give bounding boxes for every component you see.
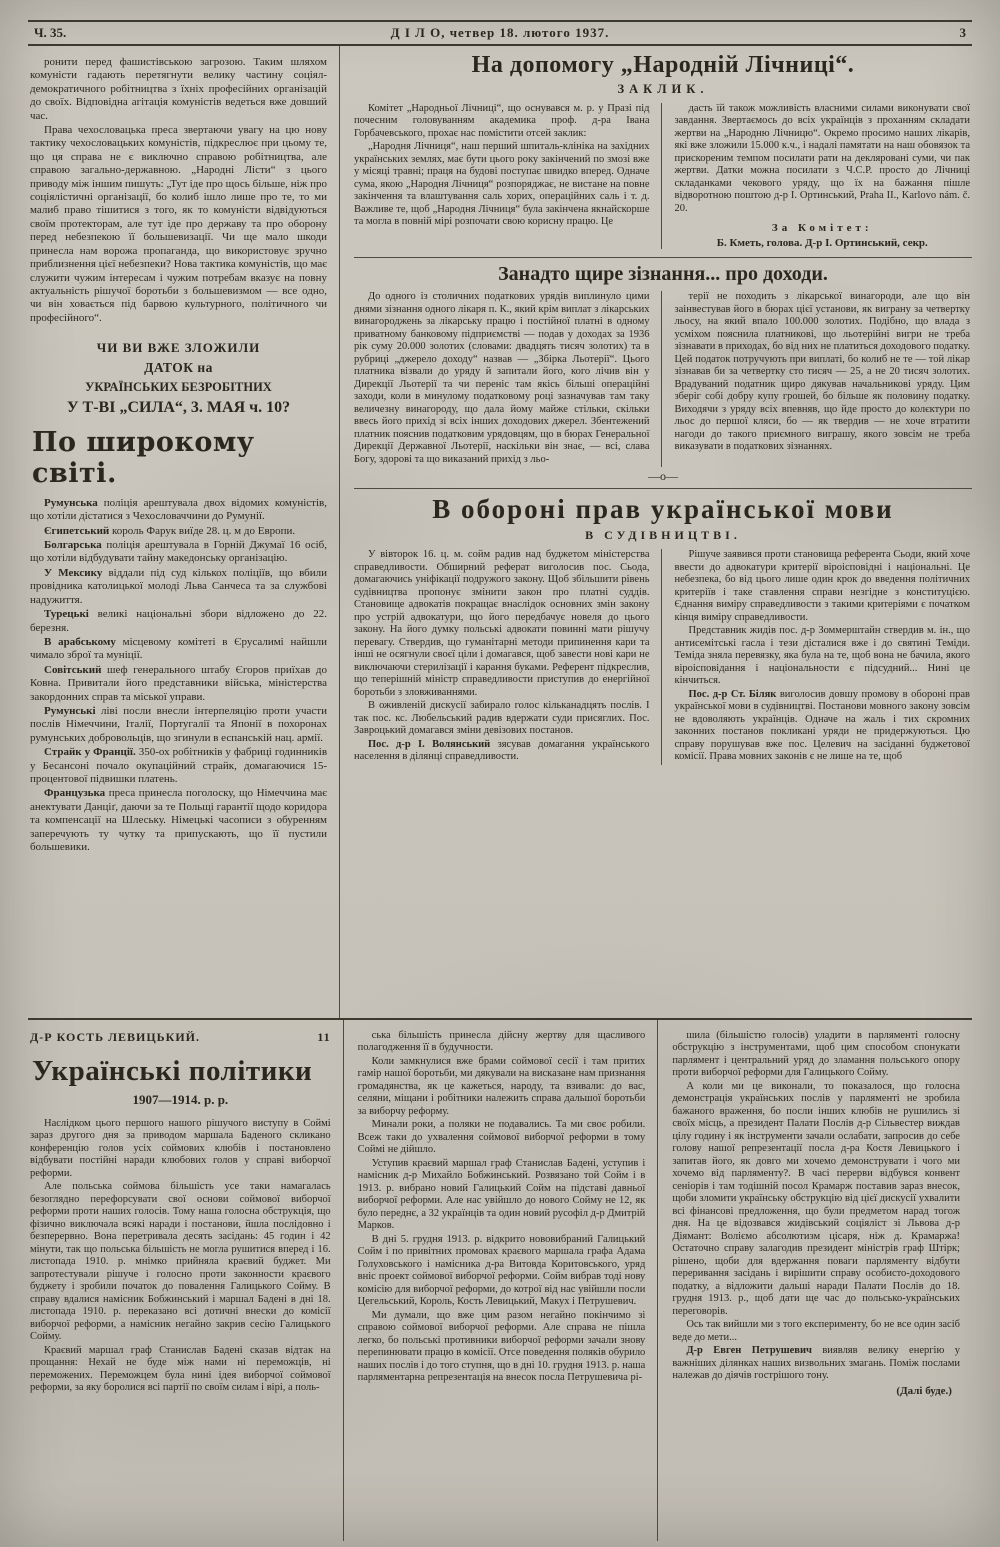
paragraph-text: терії не походить з лікарської винагороди, але що він заінвестував його в бюрах цієї установи, як виграну за четвертку льосу, на який впало 100.000 золотих. Подібно, що влада з усміхом пояснила платникові, що льотерійні вигри не треба зізнавати в приходах, бо від них не платиться доходового податку. Цей податок потручують при виплаті, бо колиб не те — той лікар зізнавав би за четвертку сто тисяч — 25, а не 20 тисяч золотих. Врадуваний податник щиро дякував начальникові уряду. Цим зберіг собі добру купу грошей, бо більше як половину податку. Виходячи з уряду всіх впевняв, що йде просто до колєктури по льос до першої кляси, бо — як твердив — не хоче втратити нагоди до такого приємного виграшу, якого зовсім не треба виказувати в податкових зізнаннях. (674, 291, 970, 453)
article-column (661, 549, 973, 764)
middle-columns (340, 46, 972, 1018)
language-rights-article (354, 488, 972, 764)
news-item-text: великі національні збори відложено до 22. березня. (30, 608, 327, 634)
paragraph (675, 103, 971, 215)
left-column (28, 46, 340, 1018)
paragraph-text: зясував домагання українського населення в ділянці справедливости. (354, 738, 650, 763)
appeal-article (354, 52, 972, 249)
paragraph-text: Комітет „Народньої Лічниці“, що оснувався м. р. у Празі під почесним головуванням академика проф. д-ра Івана Горбачевського, прохає нас помістити отсей заклик: (354, 103, 650, 139)
paragraph (358, 1030, 646, 1055)
paragraph-text: Минали роки, а поляки не подавались. Та ми своє робили. Всеж таки до ухвалення соймової виборчої реформи в тому Соймі не дійшло. (357, 1119, 646, 1156)
paragraph-text: Права чехословацька преса звертаючи увагу на цю нову тактику чехословацьких комуністів, підкреслює при цьому те, що ця справа не є виключно справою робітництва, але справою загально-державною. „Народні Лісти“ з цього приводу між іншим пишуть: „Тут іде про щось більше, ніж про соціялістичні організації, бо колиб ішло лише про те, то ми малиб право тішитися з того, як то комуністи відвідуються своїм протекторам, але тут іде про державу та про оборону перед небезпекою її большевизації. Чи ще мало шкоди принесла нам ворожа пропаганда, що використовує зручно приблизнення цієї небезпеки? Нова тактика комуністів, що має служити чужим інтересам і чужим потребам вказує на повну актуальність рішучої боротьби з большевизмом — все одно, чи він ховається під барвою культурного, політичного чи професійного“. (30, 124, 327, 324)
serial-column-2 (343, 1020, 658, 1541)
news-item-lead: Турецькі (44, 608, 89, 621)
issue-number: Ч. 35. (34, 25, 67, 40)
signature: Б. Кметь, голова. Д-р І. Ортинський, секр. (716, 237, 928, 250)
confession-body (354, 291, 972, 467)
news-item-lead: Румунські (44, 704, 96, 717)
paragraph (672, 1030, 960, 1080)
appeal-headline: На допомогу „Народній Лічниці“. (471, 52, 855, 78)
language-headline: В обороні прав української мови (432, 494, 894, 525)
paragraph-text: Краєвий маршал граф Станислав Бадені сказав відтак на прощання: Нехай не буде між нами ні переможців, ні переможених. Переможцем була нині ідея виборчої соймової реформи, за яку боролися всі партії по своїм силам і вірі, а поль- (30, 1344, 331, 1394)
to-be-continued: (Далі буде.) (896, 1384, 952, 1397)
paragraph-text: „Народня Лічниця“, наш перший шпиталь-клініка на західних українських землях, має бути цього року закінчений по змозі вже у місяці травні; праця на будові поступає швидко вперед. Одначе сума, якою „Народня Лічниця“ розпоряджає, не вистане на повне закінчення та влаштування саль хорих, операційних саль і т. д. Важливе те, щоб „Народня Лічниця“ була закінчена якнайскорше та могла в повній мірі розпочати свою корисну працю. Це (354, 141, 650, 228)
news-item (30, 539, 327, 566)
paragraph (354, 103, 650, 140)
paragraph-text: Ми думали, що вже цим разом негайно покінчимо зі справою соймової виборчої реформи. Але справа не пішла легко, бо польські противники виборчої реформи зачали знову перепинювати працю в комісії. Отсе поведення поляків обурило наших послів і до того ступня, що в дні 10. грудня 1913. р. наша парляментарна репрезентація на внесок посла Петрушевича рі- (357, 1309, 646, 1384)
article-column (354, 549, 661, 764)
signature-label: За Комітет: (771, 222, 873, 235)
paragraph-text: В оживленій дискусії забирало голос кільканадцять послів. І так пос. кс. Любельський радив вдержати суди присяглих. Пос. Завроцький домагався зміни девізових постанов. (354, 700, 650, 737)
serial-author: Д-Р КОСТЬ ЛЕВИЦЬКИЙ. (30, 1030, 200, 1044)
language-body (354, 549, 972, 764)
donation-appeal-line: У Т-ВІ „СИЛА“, 3. МАЯ ч. 10? (66, 398, 291, 416)
news-item-lead: Совітський (44, 663, 102, 676)
paragraph-text: дасть їй також можливість власними силами виконувати свої завдання. Звертаємось до всіх українців з проханням складати жертви на „Народню Лічницю“. Окремо просимо наших лікарів, які вже зложили 15.000 к.ч., і надалі памятати на наш обовязок та прискореним темпом посилати рати на декляровані суми, чи пак жертви. Датки можна посилати з Ч.С.Р. просто до Лічниці складанками чекового уряду, що їх на бажання пішле відворотною поштою д-р І. Ортинський, Praha II., Karlovo nám. č. 20. (674, 103, 970, 214)
paragraph (675, 625, 971, 687)
serial-article (28, 1018, 972, 1541)
news-item-lead: Єгипетський (44, 524, 110, 537)
news-item-text: місцевому комітеті в Єрусалимі найшли чимало зброї та муніції. (30, 635, 327, 662)
paragraph-text: Рішуче заявився проти становища референта Сьоди, який хоче ввести до адвокатури критерії віроісповідні і національні. Це небезпека, бо від цього лише один крок до введення політичних критеріїв і таке ставлення справи незгідне з конституцією. Єднання виміру справедливости з такими критеріями є початком кінця виміру справедливости. (674, 549, 970, 623)
paragraph (675, 549, 971, 624)
article-column (354, 103, 661, 249)
paragraph (358, 1158, 646, 1233)
appeal-subhead: ЗАКЛИК. (617, 82, 709, 96)
paragraph-text: У вівторок 16. ц. м. сойм радив над буджетом міністерства справедливости. Обширний реферат виголосив пос. Сьода, домагаючись уніфікації подружого закону. Щоб збільшити рівень судівництва пропонує змінити закон про платні суддів. Становище адвокатів покращає внаслідок основних змін закону про устрій адвокатури, що його передбачує новеля до цього закону. На його думку польські адвокати повинні мати рішучу перевагу. Ствердив, що гуманітарні методи припинення кари та інші не осягнули своєї ціли і домагався, щоб завести нові кари не виключаючи стерилізації і карання буками. Референт підкреслив, що теперішній міністр справедливости приступив до енергійної боротьби з зловживаннями. (354, 549, 650, 698)
paragraph-text: А коли ми це виконали, то показалося, що голосна демонстрація українських послів у парляменті не зробила бажаного враження, бо посли інших клюбів не рушились зі своїх місць, а президент Палати Послів д-р Сільвестер виждав цілу годину і як інструменти зачали ослабати, запросив до себе голову нашої репрезентації посла д-ра Костя Левицького і запитав його, як довго ми хочемо демонструвати і чого ми хочемо від парляменту?. В часі перерви відбувся конвент сеніорів і там тодішній посол Крамарж поставив зараз внесок, щоби зломити українську обструкцію від цієї дискусії ухвалити всі фінансові предложення, що були предметом нарад тогож дня. На це відозвався жидівський соціяліст зі Львова д-р Діямант: Воліємо абсолютизм цісаря, ніж д. Крамаржа! Остаточно справу залагодив президент міністрів граф Штірк; рішено, щоби для вдержання поваги парляменту відбути переривання засідань і вирішити справу особисто-доходового податку, а відложити дальші наради Палати Послів до 18. грудня 1913. р., щоб дати ще час до польсько-українських переговорів. (672, 1080, 960, 1317)
news-item-text: поліція арештувала в Горній Джумаї 16 осіб, що хотіли відбудувати тайну македонську організацію. (30, 539, 327, 565)
serial-column-text (672, 1030, 960, 1383)
serial-subtitle: 1907—1914. р. р. (132, 1092, 229, 1107)
serial-title: Українські політики (32, 1055, 313, 1087)
world-news-heading: По широкому світі. (32, 426, 255, 489)
paragraph-text: ронити перед фашистівською загрозою. Таким шляхом комуністи гадають перетягнути велику частину соціял-демократичного робітництва з їхніх професійних організацій до своїх. Відповідна агітація комуністів ведеться вже довший час. (30, 56, 327, 122)
masthead (28, 20, 972, 46)
serial-part-number: 11 (317, 1030, 331, 1044)
appeal-body (354, 103, 972, 249)
paragraph-text: В дні 5. грудня 1913. р. відкрито нововибраний Галицький Сойм і по привітних промовах краєвого маршала графа Адама Голуховського і намісника д-ра Витовда Коритовського, уряд вніс проект соймової виборчої реформи. Сойм вибрав тоді нову комісію для виборчої реформи, до котрої від нас увійшли посли Цегельський, Король, Кость Левицький, Макух і Петрушевич. (357, 1233, 646, 1308)
news-item (30, 497, 327, 524)
paragraph-text: виявляв велику енергію у важніших ділянках наших визвольних змагань. Поміж послами належав до діячів гострішого тону. (672, 1345, 960, 1382)
news-item-text: ліві посли внесли інтерпеляцію проти участи послів Німеччини, Італії, Португалії та Японії в похоронах румунських добровольців, що згинули в еспанській нац. армії. (30, 704, 327, 744)
article-column (354, 291, 661, 467)
donation-appeal-line: ЧИ ВИ ВЖЕ ЗЛОЖИЛИ (96, 340, 261, 356)
paragraph-text: Ось так вийшли ми з того експерименту, бо не все один засіб веде до мети... (672, 1319, 960, 1343)
news-item-text: шеф генерального штабу Єгоров приїхав до Ковна. Привитали його представники війська, міністерства закордонних справ та міської управи. (30, 663, 327, 703)
paragraph-text: шила (більшістю голосів) уладити в парляменті голосну обструкцію з інструментами, щоб цим способом спонукати парлямент і центральний уряд до зламання польського опору проти виборчої реформи для Галицького Сойму. (672, 1030, 960, 1079)
article-column-text (675, 103, 971, 215)
paragraph-text: До одного із столичних податкових урядів виплинуло цими днями зізнання одного лікаря п. К., який крім виплат з лікарських винагороджень за лікарську працю і постійної платні в одному приватному банковому підприємстві — подав у доходах за 1936 рік суму 20.000 золотих (словами: двадцять тисяч золотих) та в рубриці „джерело доходу“ назвав — „Збірка Льотерії“. Цього платника візвали до уряду й запитали його, кого лічив він у Дирекції Льотерії та чи переніс там якісь більші операційні заходи, коли в минулому податковому році зазначував там таку величезну винагороду, що дала йому майже стільки, скільки ввесь його прихід зі всіх інших доходових джерел. Збентежений платник пояснив податковим урядовцям, що в бюрах Генеральної Дирекції Державної Льотерії, наскільки він знає, — всі, слава Богу, здорові та що виказаний прихід з льо- (354, 291, 650, 465)
donation-appeal-line: УКРАЇНСЬКИХ БЕЗРОБІТНИХ (85, 379, 272, 394)
section-divider: —о— (648, 469, 678, 484)
news-item-text: король Фарук виїде 28. ц. м до Европи. (109, 524, 296, 537)
paragraph-text: ська більшість принесла дійсну жертву для щасливого полагодження її в будучности. (357, 1030, 646, 1054)
paragraph-text: Уступив краєвий маршал граф Станислав Бадені, уступив і намісник д-р Михайло Бобжинський. Розвязано той Сойм і в 1913. р. вибрано новий Галицький Сойм на підставі давньої виборчої реформи. Але нас увійшло до нового Сойму не 12, як було переднє, а 32 українців та один новий русофіл д-р Дмитрій Марков. (357, 1157, 646, 1232)
tax-confession-article (354, 257, 972, 483)
news-item-lead: У Мексику (44, 566, 103, 579)
paragraph-text: виголосив довшу промову в обороні прав української мови в судівництві. Постанови мовного закону зовсім не вдоволяють українців. Одначе на жаль і тих скромних законних постанов покликані уряди не придержуються. Цю справу порушував вже пос. Целевич на засіданні буджетової комісії. Права мовних законів є не лише на те, щоб (674, 688, 970, 763)
paragraph-lead: Пос. д-р Ст. Біляк (688, 688, 777, 700)
paragraph-lead: Д-р Евген Петрушевич (686, 1345, 812, 1357)
news-item-lead: Страйк у Франції. (44, 746, 136, 759)
paragraph (30, 1345, 331, 1395)
news-item-text: преса принесла поголоску, що Німеччина має анектувати Данціґ, даючи за те Польщі гарантії щодо коридора та компенсації на Шлеську. Німецькі часописи з обуренням заперечують ту чутку та припускають, що її пустили большевики. (30, 787, 327, 853)
masthead-title: Д І Л О, четвер 18. лютого 1937. (390, 25, 610, 40)
paragraph (672, 1081, 960, 1318)
paragraph (672, 1345, 960, 1382)
news-item (30, 525, 327, 538)
paragraph (358, 1310, 646, 1385)
serial-column-3 (657, 1020, 972, 1541)
serial-header (30, 1030, 331, 1045)
news-item (30, 746, 327, 786)
news-item (30, 608, 327, 635)
paragraph-text: Представник жидів пос. д-р Зоммерштайн ствердив м. ін., що антисемітські гасла і тези дісталися вже і до святині Теміди. Теміда зняла перевязку, яка була на те, щоб вона не бачила, якого віроісповідання і національности є підсудний... Нині це кінчиться. (674, 625, 970, 687)
serial-column-text (30, 1118, 331, 1395)
paragraph (358, 1056, 646, 1118)
news-item (30, 664, 327, 704)
news-item-lead: В арабському (44, 635, 116, 648)
confession-headline: Занадто щире зізнання... про доходи. (498, 263, 828, 286)
paragraph-text: Коли замкнулися вже брами соймової сесії і там притих гамір нашої боротьби, ми дякували на висказане нам признання громадянства, як це кажеться, народу, та взивали: до вас, селяни, міщани і робітники належить справа дальшої боротьби за виборчу реформу. (357, 1055, 646, 1117)
language-subhead: В СУДІВНИЦТВІ. (585, 528, 741, 543)
news-item-text: 350-ох робітників у фабриці годинників у Бесансоні почало окупаційний страйк, домагаючися 15-процентової підвишки платень. (30, 746, 328, 785)
news-item-lead: Румунська (44, 496, 98, 509)
article-column (661, 103, 973, 249)
main-section (28, 46, 972, 1018)
news-item-text: поліція арештувала двох відомих комуністів, що хотіли дістатися з Чехословаччини до Румунії. (30, 496, 327, 523)
news-item (30, 787, 327, 854)
paragraph (672, 1319, 960, 1344)
paragraph (354, 700, 650, 737)
serial-column-1 (28, 1020, 343, 1541)
news-item (30, 705, 327, 745)
news-item-lead: Французька (44, 787, 106, 800)
paragraph (354, 141, 650, 228)
paragraph (358, 1234, 646, 1309)
news-item-lead: Болгарська (44, 539, 102, 552)
paragraph-text: Наслідком цього першого нашого рішучого виступу в Соймі зараз другого дня за приводом маршала Баденого скликано конференцію голов усіх соймових клюбів і постановлено відбувати постійні наради клюбових голов у справі виборчої реформи. (30, 1118, 331, 1179)
world-news-section (30, 497, 327, 855)
paragraph (354, 291, 650, 466)
donation-appeal-line: ДАТОК на (144, 359, 213, 375)
paragraph (30, 124, 327, 325)
front-article-continuation (30, 56, 327, 325)
paragraph (30, 1181, 331, 1343)
paragraph (675, 291, 971, 453)
paragraph (358, 1119, 646, 1156)
paragraph (354, 739, 650, 764)
news-item-text: віддали під суд кількох поліціїв, що вбили провідника католицької молоді Льва Санчеса та за службові надужиття. (30, 566, 327, 606)
paragraph (30, 56, 327, 123)
page-number: 3 (959, 25, 966, 40)
news-item (30, 567, 327, 607)
paragraph (675, 689, 971, 764)
paragraph-text: Але польська соймова більшість усе таки намагалась безоглядно перефорсувати свої основи соймової виборчої реформи проти наших голосів. Тому наша голосна обструкція, що фізично виключала всякі наради і постанови, йшла послідовно і безперервно. Вона перетривала десять засідань: 45 годин і 42 мінути, так що польська більшість не могла рушитися вперед і 16. листопада 1910. р. мнімко прийняла краєвий буджет. Ми запротестували рішуче і голосно проти законности краєвого буджету і зробили початок до повалення Галицького Сойму. В справу вдалися намісник Бобжинський і маршал Бадені в дні 18. листопада 1910. р. переказано всі дотичні внески до комісії виборчої реформи, а намісник негайно закрив сесію Галицького Сойму. (30, 1181, 331, 1343)
article-column (661, 291, 973, 467)
news-item (30, 636, 327, 663)
paragraph (354, 549, 650, 699)
paragraph-lead: Пос. д-р І. Волянський (368, 738, 491, 750)
paragraph (30, 1118, 331, 1180)
donation-appeal (34, 339, 323, 419)
